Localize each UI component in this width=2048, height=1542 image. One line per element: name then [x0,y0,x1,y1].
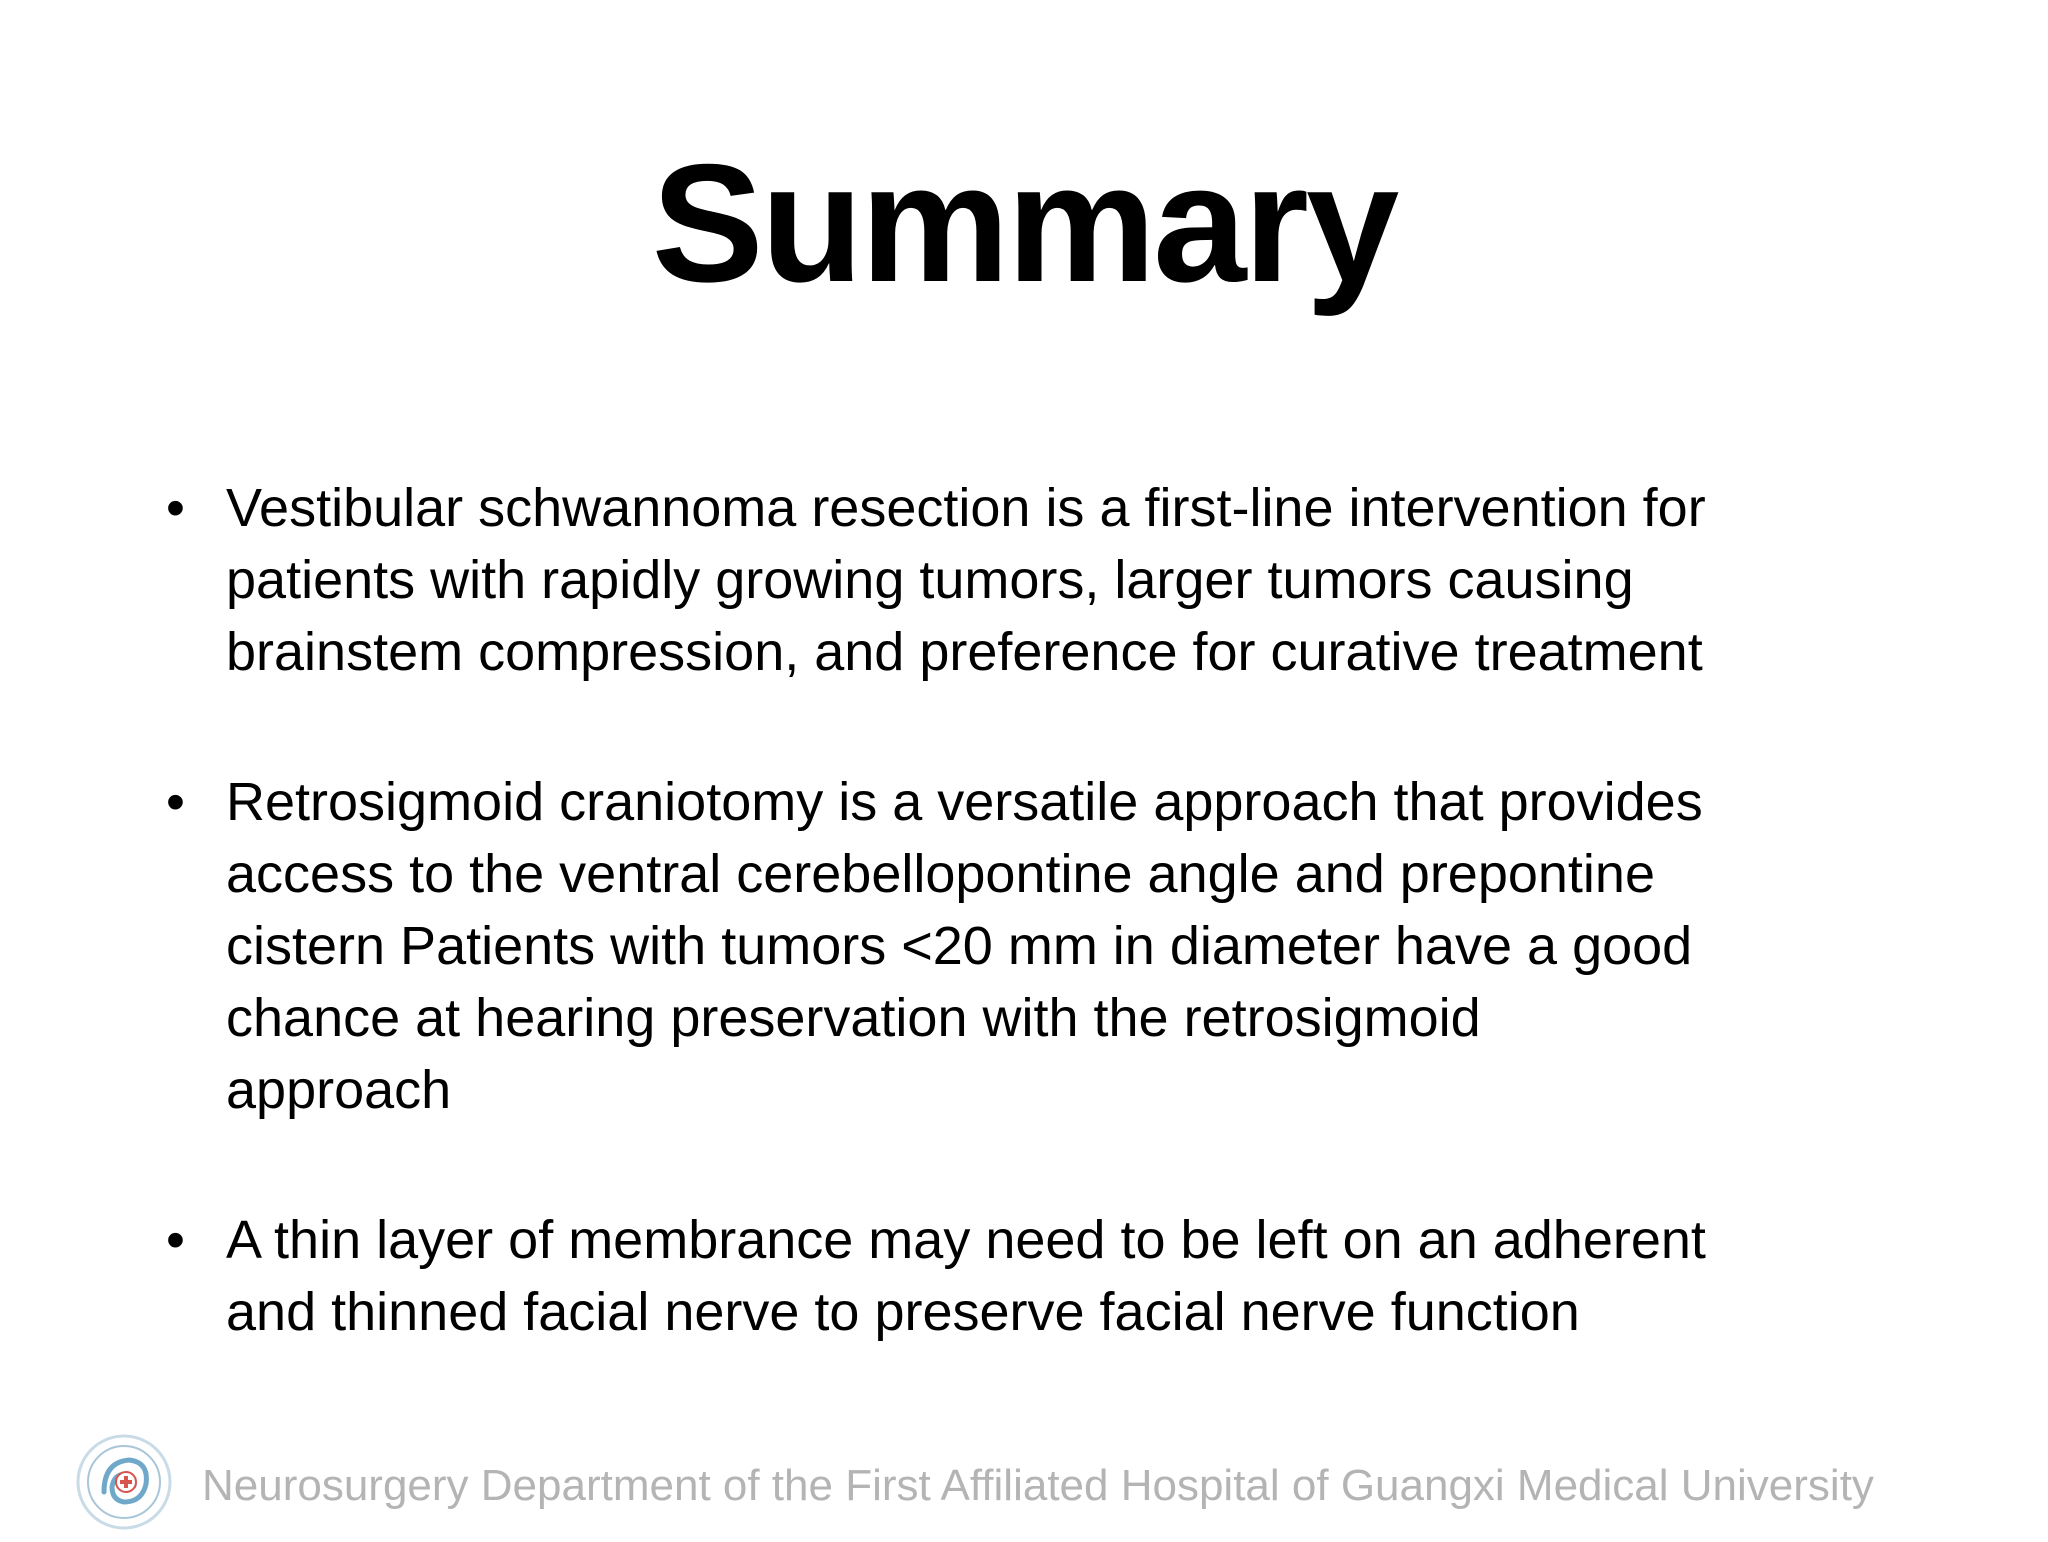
bullet-line: A thin layer of membrance may need to be left on an adherent [226,1210,1706,1270]
bullet-item [162,1204,1922,1348]
bullet-item [162,472,1922,688]
bullet-list [162,472,1922,1426]
bullet-marker: • [166,772,185,832]
bullet-line: Vestibular schwannoma resection is a first-line intervention for [226,478,1706,538]
footer [74,1432,1974,1542]
bullet-line: Retrosigmoid craniotomy is a versatile approach that provides [226,772,1703,832]
bullet-marker: • [166,1210,185,1270]
bullet-line: approach [226,1060,452,1120]
bullet-line: cistern Patients with tumors <20 mm in diameter have a good [226,916,1693,976]
bullet-line: and thinned facial nerve to preserve facial nerve function [226,1282,1580,1342]
bullet-marker: • [166,478,185,538]
bullet-line: brainstem compression, and preference for curative treatment [226,622,1703,682]
slide-title: Summary [651,129,1397,317]
bullet-line: chance at hearing preservation with the retrosigmoid [226,988,1481,1048]
bullet-line: patients with rapidly growing tumors, larger tumors causing [226,550,1634,610]
bullet-item [162,766,1922,1126]
bullet-line: access to the ventral cerebellopontine angle and prepontine [226,844,1655,904]
footer-institution: Neurosurgery Department of the First Affiliated Hospital of Guangxi Medical University [202,1461,1874,1510]
hospital-seal-icon [74,1432,174,1532]
